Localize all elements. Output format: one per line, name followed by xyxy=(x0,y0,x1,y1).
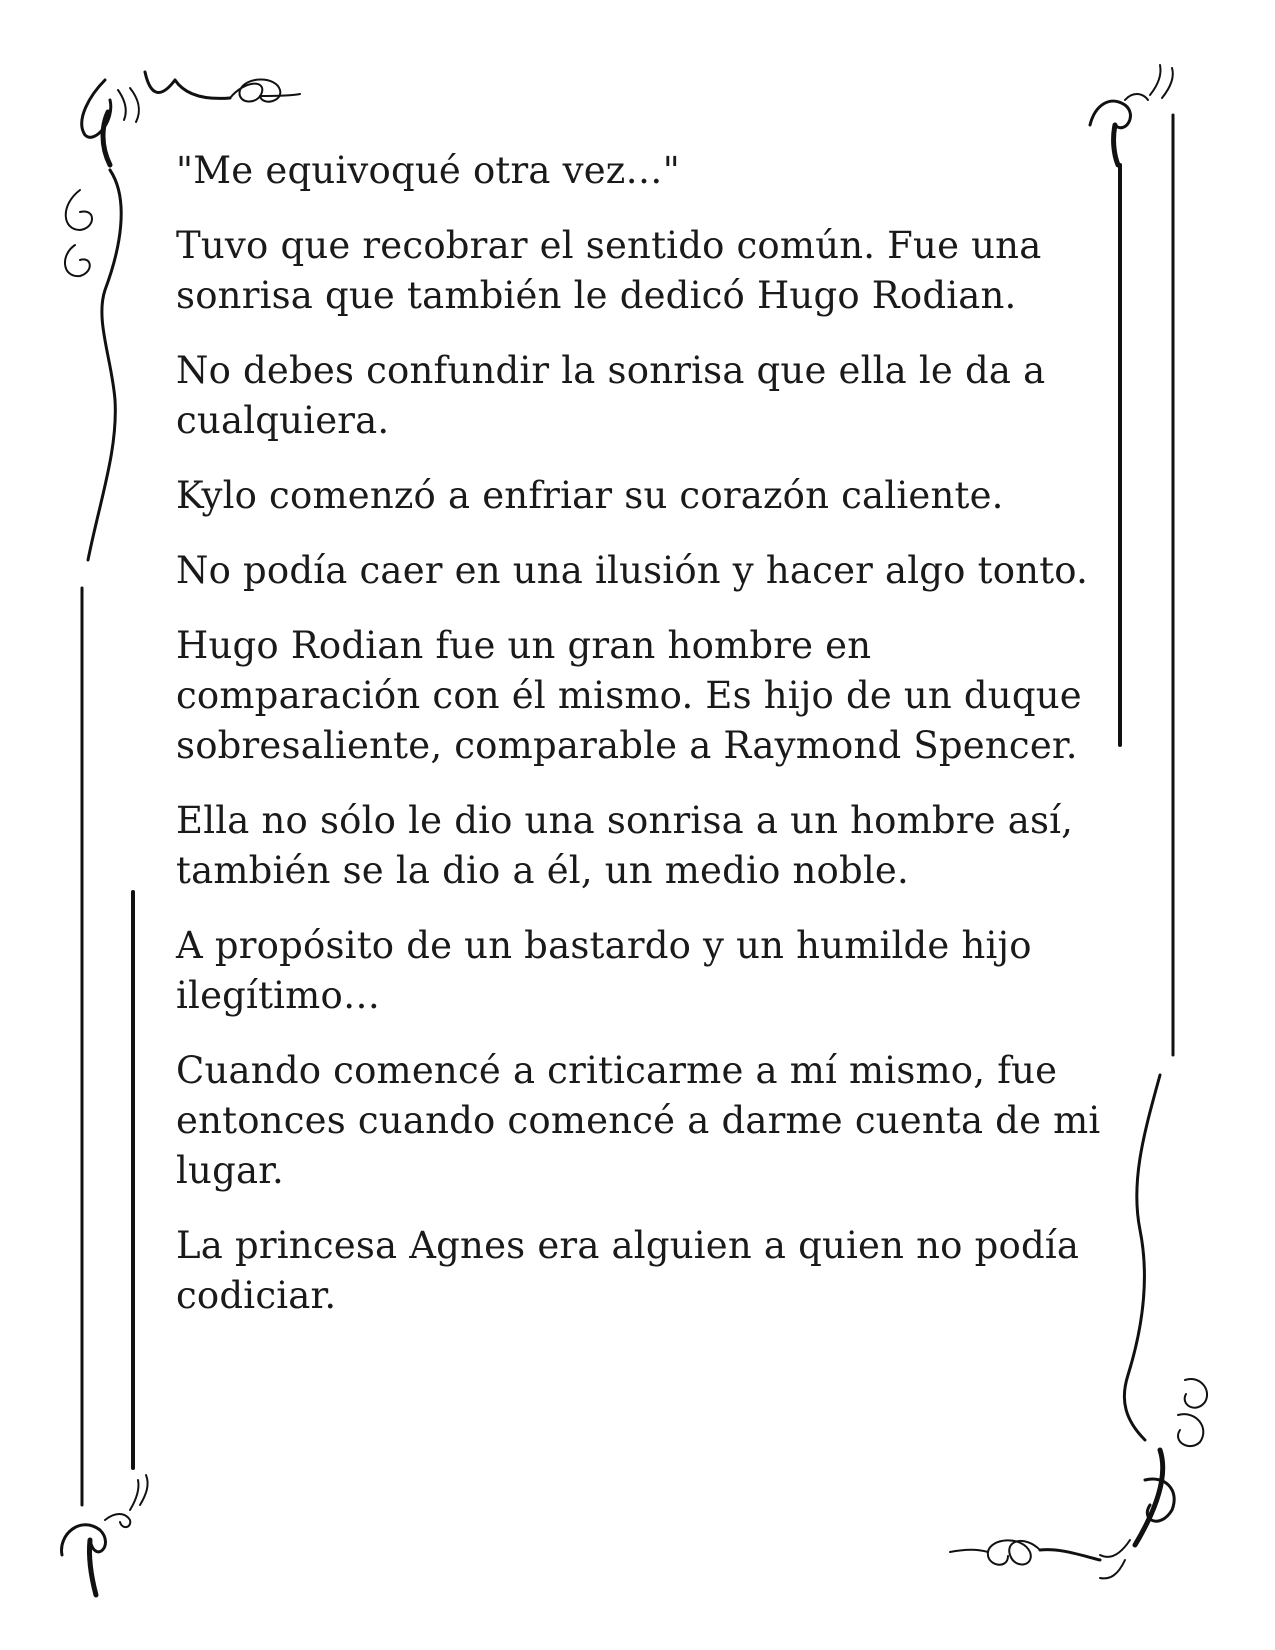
paragraph: Cuando comencé a criticarme a mí mismo, fue entonces cuando comencé a darme cuenta de mi lugar. xyxy=(176,1049,1101,1192)
paragraph: A propósito de un bastardo y un humilde hijo ilegítimo… xyxy=(176,924,1032,1017)
paragraph: No podía caer en una ilusión y hacer algo tonto. xyxy=(176,549,1089,592)
paragraph: No debes confundir la sonrisa que ella le da a cualquiera. xyxy=(176,349,1046,442)
paragraph: Hugo Rodian fue un gran hombre en comparación con él mismo. Es hijo de un duque sobresaliente, comparable a Raymond Spencer. xyxy=(176,624,1082,767)
paragraph: Kylo comenzó a enfriar su corazón caliente. xyxy=(176,474,1004,517)
paragraph: Tuvo que recobrar el sentido común. Fue una sonrisa que también le dedicó Hugo Rodian. xyxy=(176,224,1042,317)
paragraph: La princesa Agnes era alguien a quien no podía codiciar. xyxy=(176,1224,1080,1317)
paragraph: "Me equivoqué otra vez…" xyxy=(176,149,680,192)
document-body xyxy=(176,146,1116,1346)
paragraph: Ella no sólo le dio una sonrisa a un hombre así, también se la dio a él, un medio noble. xyxy=(176,799,1074,892)
bottom-left-flourish-icon xyxy=(62,1475,148,1595)
